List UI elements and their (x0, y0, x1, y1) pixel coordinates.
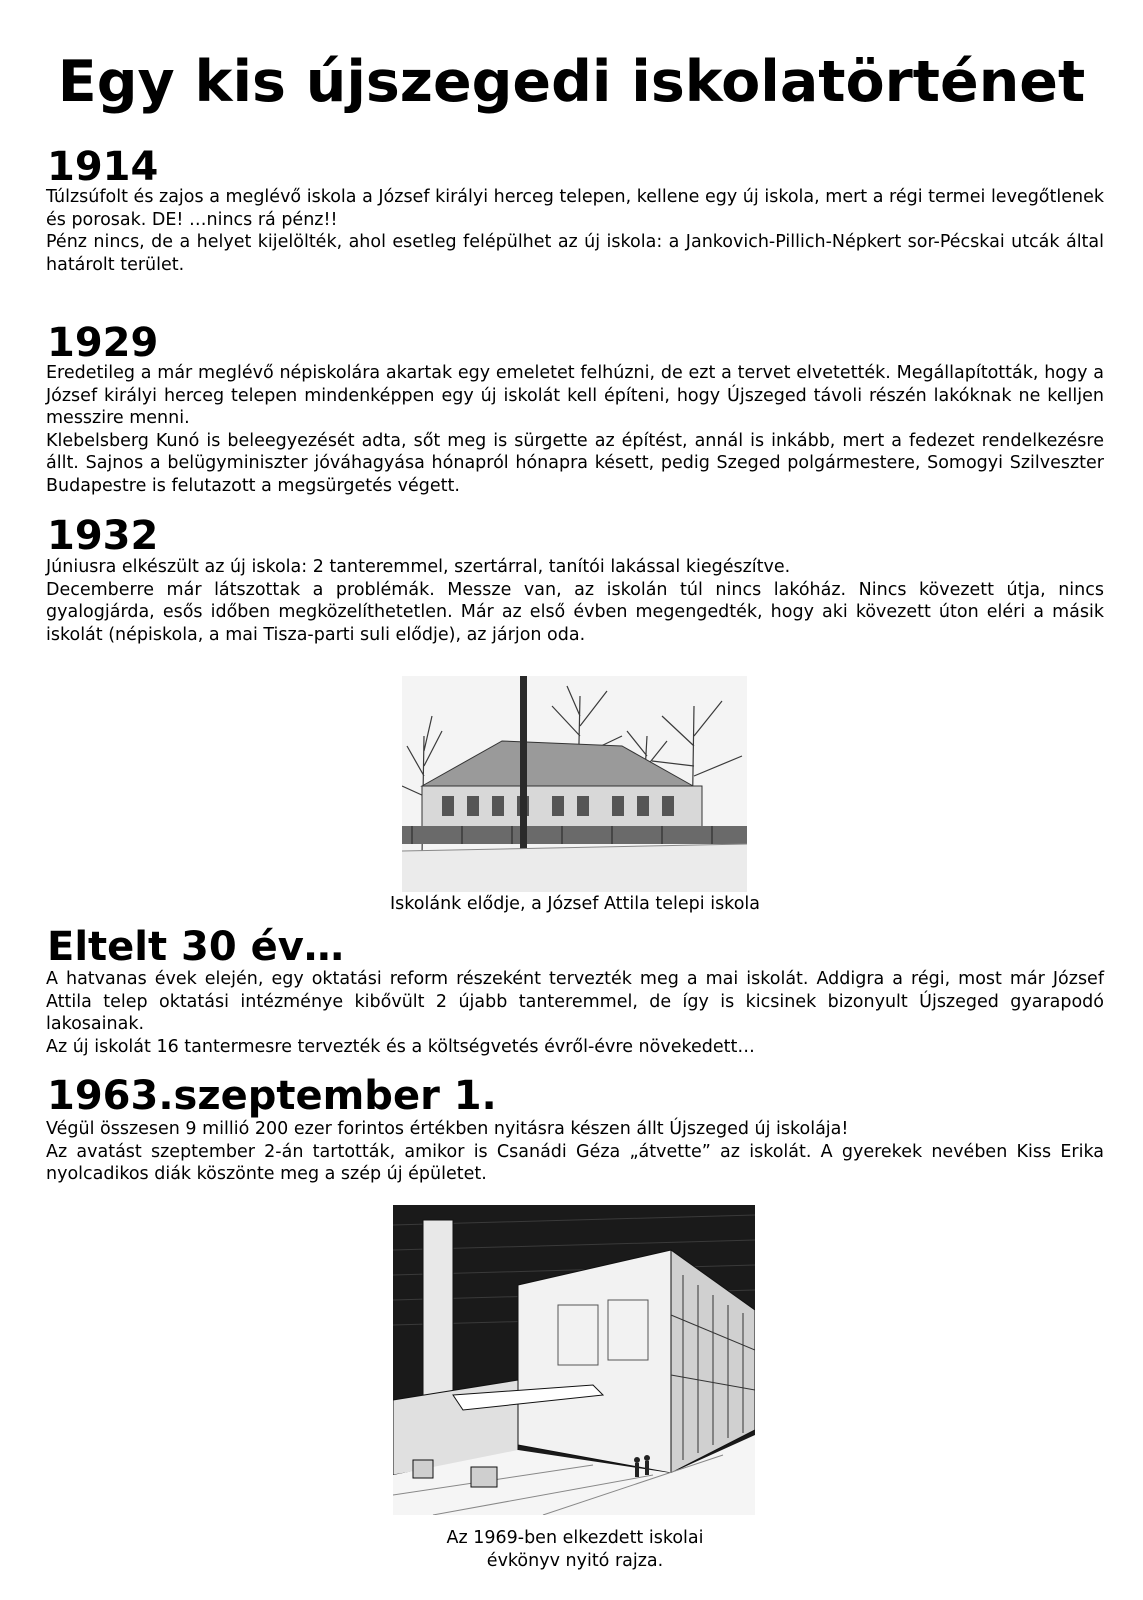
section-body-1914 (46, 186, 1104, 276)
section-body-1932 (46, 556, 1104, 646)
section-heading-1963: 1963.szeptember 1. (47, 1073, 497, 1119)
figure-caption-2 (360, 1527, 790, 1573)
new-school-drawing (393, 1205, 755, 1515)
figure-caption: Iskolánk elődje, a József Attila telepi iskola (390, 894, 760, 914)
paragraph: Decemberre már látszottak a problémák. Messze van, az iskolán túl nincs lakóház. Nincs kövezett útja, nincs gyalogjárda, esős időben megközelíthetetlen. Már az első évben megengedték, hogy aki kövezett úton eléri a másik iskolát (népiskola, a mai Tisza-parti suli elődje), az járjon oda. (46, 579, 1104, 645)
paragraph: Az új iskolát 16 tantermesre tervezték és a költségvetés évről-évre növekedett… (46, 1036, 755, 1057)
paragraph: Júniusra elkészült az új iskola: 2 tanteremmel, szertárral, tanítói lakással kiegészítve. (46, 557, 791, 577)
old-school-photo (402, 676, 747, 892)
section-heading-30-years: Eltelt 30 év… (47, 924, 344, 970)
section-body-1963 (46, 1118, 1104, 1186)
paragraph: Végül összesen 9 millió 200 ezer forintos értékben nyitásra készen állt Újszeged új iskolája! (46, 1119, 849, 1139)
caption-line: évkönyv nyitó rajza. (486, 1551, 664, 1571)
section-body-30-years (46, 968, 1104, 1058)
caption-line: Az 1969-ben elkezdett iskolai (446, 1528, 704, 1548)
section-heading-1914: 1914 (47, 144, 159, 190)
paragraph: Eredetileg a már meglévő népiskolára akartak egy emeletet felhúzni, de ezt a tervet elvetették. Megállapították, hogy a József királyi herceg telepen mindenképpen egy új iskolát kell építeni, hogy Újszeged távoli részén lakóknak ne kelljen messzire menni. (46, 363, 1104, 429)
paragraph: Pénz nincs, de a helyet kijelölték, ahol esetleg felépülhet az új iskola: a Jankovich-Pillich-Népkert sor-Pécskai utcák által határolt terület. (46, 232, 1104, 275)
section-body-1929 (46, 362, 1104, 498)
paragraph: Az avatást szeptember 2-án tartották, amikor is Csanádi Géza „átvette” az iskolát. A gyerekek nevében Kiss Erika nyolcadikos diák köszönte meg a szép új épületet. (46, 1141, 1104, 1185)
paragraph: Klebelsberg Kunó is beleegyezését adta, sőt meg is sürgette az építést, annál is inkább, mert a fedezet rendelkezésre állt. Sajnos a belügyminiszter jóváhagyása hónapról hónapra késett, pedig Szeged polgármestere, Somogyi Szilveszter Budapestre is felutazott a megsürgetés végett. (46, 430, 1104, 496)
section-heading-1929: 1929 (47, 320, 159, 366)
page-title: Egy kis újszegedi iskolatörténet (57, 49, 1086, 115)
paragraph: Túlzsúfolt és zajos a meglévő iskola a József királyi herceg telepen, kellene egy új iskola, mert a régi termei levegőtlenek és porosak. DE! …nincs rá pénz!! (46, 187, 1104, 230)
paragraph: A hatvanas évek elején, egy oktatási reform részeként tervezték meg a mai iskolát. Addigra a régi, most már József Attila telep oktatási intézménye kibővült 2 újabb tanteremmel, de így is kicsinek bizonyult Újszeged gyarapodó lakosainak. (46, 969, 1104, 1035)
section-heading-1932: 1932 (47, 513, 159, 559)
